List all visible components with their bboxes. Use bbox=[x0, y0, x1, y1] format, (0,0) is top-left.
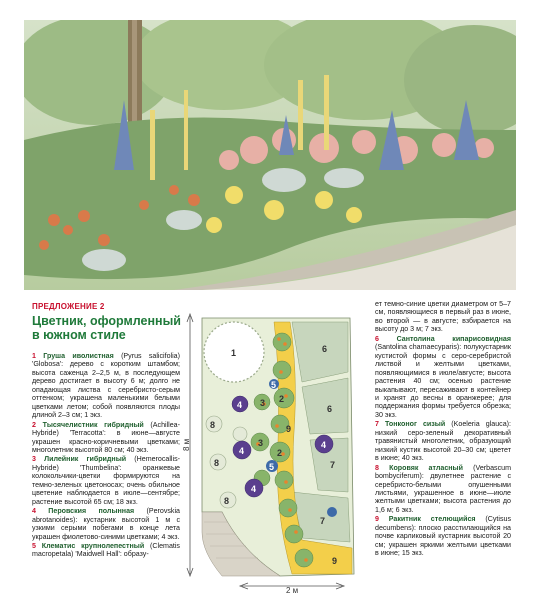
plant-number: 7 bbox=[375, 420, 379, 429]
plan-marker-6: 6 bbox=[322, 344, 328, 354]
plant-name: Клематис крупнолепестный bbox=[41, 541, 145, 550]
plan-marker-5: 5 bbox=[269, 462, 275, 472]
plant-description: (Santolina chamaecyparis): полукустарник кустистой формы с серо-серебристой листвой и желтыми цветками, появляющимися в июле/августе; высота растения 40 см; осенью растение выкапывают, пересаживают в контейнер и хранят до весны в оранжерее; для поддержания формы требуется обрезка; 30 экз. bbox=[375, 343, 511, 419]
plant-name: Тонконог сизый bbox=[385, 420, 446, 429]
plant-entry-9 bbox=[375, 515, 511, 557]
section-header bbox=[32, 302, 182, 342]
plant-description: (Achillea-Hybride) 'Terracotta': в июне—августе украшен красно-коричневыми цветками; многолетник высотой 80 см; 40 экз. bbox=[32, 420, 180, 454]
plant-description: (Koeleria glauca): низкий серо-зеленый декоративный травянистый многолетник, образующий низкий кустик высотой 20–30 см; цветет в июне; 40 экз. bbox=[375, 420, 511, 463]
plant-entry-5-continued bbox=[375, 300, 511, 334]
plan-marker-8c: 8 bbox=[224, 496, 230, 506]
plant-description: (Clematis macropetala) 'Maidwell Hall': образу- bbox=[32, 541, 180, 559]
plant-name: Лилейник гибридный bbox=[44, 455, 127, 464]
plant-description: (Verbascum bombyciferum): двулетнее растение с серебристо-белыми опушенными листьями, украшенное в июне—июле желтыми цветками; высота растения до 1,6 м; 6 экз. bbox=[375, 463, 511, 514]
plan-marker-3b: 3 bbox=[260, 398, 266, 408]
plant-number: 8 bbox=[375, 463, 379, 472]
plant-number: 4 bbox=[32, 507, 36, 516]
plant-name: Груша иволистная bbox=[43, 352, 114, 360]
plant-number: 2 bbox=[32, 420, 36, 429]
plant-entry-5 bbox=[32, 542, 180, 559]
plant-entry-3 bbox=[32, 455, 180, 506]
plan-marker-4c: 4 bbox=[251, 484, 257, 494]
plan-marker-3: 3 bbox=[258, 438, 264, 448]
plant-number: 9 bbox=[375, 515, 379, 524]
plant-name: Ракитник стелющийся bbox=[388, 515, 476, 524]
plan-marker-4d: 4 bbox=[321, 440, 327, 450]
plant-entry-8 bbox=[375, 464, 511, 515]
plant-description: (Pyrus salicifolia) 'Globosa': дерево с коротким штамбом; высота саженца 2–2,5 м, в последующем дерево достигает в высоту 6 м; долго не опадающая листва с серебристо-серым оттенком; украшена маленькими белыми цветками летом; собой появляются плоды длиной 2–3 см; 1 экз. bbox=[32, 352, 180, 420]
plant-entry-4 bbox=[32, 507, 180, 541]
plant-name: Перовския полынная bbox=[48, 507, 135, 516]
plan-marker-8: 8 bbox=[210, 420, 216, 430]
plant-name: Коровяк атласный bbox=[389, 463, 463, 472]
plant-description: (Perovskia abrotanoides): кустарник высотой 1 м с узкими серыми побегами в конце лета украшен фиолетово-синими цветками; 4 экз. bbox=[32, 507, 180, 541]
plan-marker-6b: 6 bbox=[327, 404, 333, 414]
plan-marker-4: 4 bbox=[237, 400, 243, 410]
plant-number: 1 bbox=[32, 352, 36, 360]
section-title: Цветник, оформленный в южном стиле bbox=[32, 314, 181, 342]
proposal-label: ПРЕДЛОЖЕНИЕ 2 bbox=[32, 302, 105, 311]
plan-marker-9: 9 bbox=[286, 424, 292, 434]
plant-list-left bbox=[32, 352, 180, 560]
plan-marker-8b: 8 bbox=[214, 458, 220, 468]
height-dimension-label: 8 м bbox=[182, 438, 191, 451]
planting-plan bbox=[182, 312, 372, 594]
plan-marker-9b: 9 bbox=[332, 556, 338, 566]
plant-number: 3 bbox=[32, 455, 36, 464]
plant-description: ет темно-синие цветки диаметром от 5–7 см, появляющиеся в первый раз в июне, во второй — в августе; взбирается на высоту до 3 м; 7 экз. bbox=[375, 300, 511, 334]
plan-marker-1: 1 bbox=[231, 348, 237, 358]
plant-description: (Hemerocallis-Hybride) 'Thumbelina': оранжевые колокольчики-цветки формируются на темно-зеленых цветоносах; очень обильное цветение наблюдается в июле—сентябре; растение высотой 65 см; 18 экз. bbox=[32, 455, 180, 506]
plant-entry-7 bbox=[375, 420, 511, 462]
plant-number: 5 bbox=[32, 541, 36, 550]
plant-name: Сантолина кипарисовидная bbox=[396, 334, 511, 343]
plan-marker-5b: 5 bbox=[271, 380, 277, 390]
plant-list-right bbox=[375, 300, 511, 559]
plant-entry-6 bbox=[375, 335, 511, 420]
plan-marker-2: 2 bbox=[279, 394, 285, 404]
plant-entry-1 bbox=[32, 352, 180, 420]
plant-name: Тысячелистник гибридный bbox=[42, 420, 144, 429]
plan-marker-7: 7 bbox=[330, 460, 336, 470]
plan-marker-2b: 2 bbox=[277, 448, 283, 458]
width-dimension-label: 2 м bbox=[286, 586, 299, 594]
plant-description: (Cytisus decumbens): плоско расстилающийся на почве карликовый кустарник высотой 20 см; украшен яркими желтыми цветками в июне; 15 экз. bbox=[375, 515, 511, 558]
plant-entry-2 bbox=[32, 421, 180, 455]
plant-number: 6 bbox=[375, 334, 379, 343]
garden-illustration bbox=[24, 20, 516, 290]
plan-marker-7b: 7 bbox=[320, 516, 326, 526]
plan-marker-4b: 4 bbox=[239, 446, 245, 456]
